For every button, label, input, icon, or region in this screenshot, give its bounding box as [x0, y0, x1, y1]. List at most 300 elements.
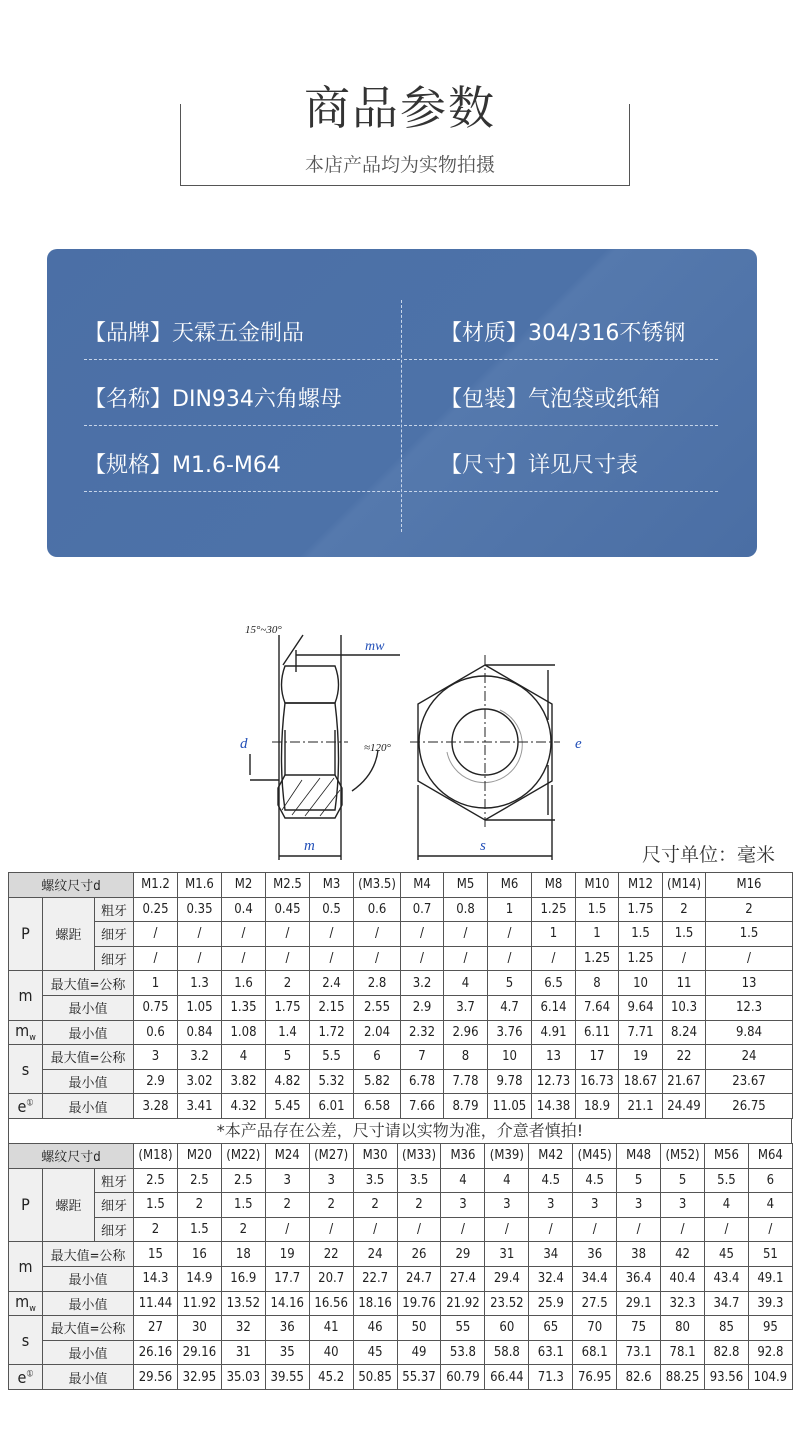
- value-cell: 4: [222, 1045, 266, 1070]
- table-row: [9, 873, 793, 898]
- value-cell: 50: [397, 1316, 441, 1341]
- value-cell: 13.52: [221, 1291, 265, 1316]
- value-cell: 10.3: [663, 995, 706, 1020]
- value-cell: 2.96: [444, 1020, 488, 1045]
- value-cell: 12.73: [532, 1069, 576, 1094]
- value-cell: 3: [134, 1045, 178, 1070]
- value-cell: 8: [576, 971, 619, 996]
- min-label: 最小值: [43, 1020, 134, 1045]
- value-cell: /: [488, 922, 532, 947]
- value-cell: 34.4: [573, 1266, 617, 1291]
- table-row: [9, 897, 793, 922]
- value-cell: /: [134, 922, 178, 947]
- value-cell: 2: [353, 1193, 397, 1218]
- value-cell: 66.44: [485, 1365, 529, 1390]
- value-cell: 39.3: [748, 1291, 792, 1316]
- value-cell: 24.7: [397, 1266, 441, 1291]
- value-cell: 1.3: [178, 971, 222, 996]
- min-label: 最小值: [43, 1069, 134, 1094]
- value-cell: 24: [706, 1045, 793, 1070]
- e-symbol: [9, 1365, 43, 1390]
- value-cell: 29.16: [177, 1340, 221, 1365]
- value-cell: 1.6: [222, 971, 266, 996]
- value-cell: 24: [353, 1242, 397, 1267]
- value-cell: 50.85: [353, 1365, 397, 1390]
- value-cell: 34: [529, 1242, 573, 1267]
- value-cell: 11.05: [488, 1094, 532, 1119]
- value-cell: /: [353, 1217, 397, 1242]
- table-row: [9, 1242, 793, 1267]
- fine-label: 细牙: [95, 1217, 134, 1242]
- value-cell: 4: [441, 1168, 485, 1193]
- value-cell: 1.5: [221, 1193, 265, 1218]
- value-cell: 5: [661, 1168, 705, 1193]
- value-cell: 14.3: [134, 1266, 178, 1291]
- value-cell: 2.04: [354, 1020, 401, 1045]
- value-cell: 73.1: [617, 1340, 661, 1365]
- spec-size-range: 【规格】M1.6-M64: [84, 448, 400, 492]
- coarse-label: 粗牙: [95, 897, 134, 922]
- value-cell: /: [441, 1217, 485, 1242]
- value-cell: 85: [705, 1316, 749, 1341]
- value-cell: 32.95: [177, 1365, 221, 1390]
- value-cell: 38: [617, 1242, 661, 1267]
- value-cell: 2: [706, 897, 793, 922]
- value-cell: 1: [134, 971, 178, 996]
- svg-text:15°~30°: 15°~30°: [245, 624, 282, 636]
- value-cell: 0.75: [134, 995, 178, 1020]
- value-cell: 2: [266, 971, 310, 996]
- value-cell: 5: [488, 971, 532, 996]
- s-symbol: s: [9, 1316, 43, 1365]
- svg-text:s: s: [480, 838, 486, 854]
- e-sup: ①: [26, 1369, 34, 1380]
- value-cell: 5.5: [705, 1168, 749, 1193]
- page-title: 商品参数: [292, 81, 508, 135]
- value-cell: 0.45: [266, 897, 310, 922]
- value-cell: /: [354, 922, 401, 947]
- value-cell: 8.79: [444, 1094, 488, 1119]
- value-cell: 2.9: [134, 1069, 178, 1094]
- mw-m: m: [15, 1292, 30, 1312]
- value-cell: 39.55: [265, 1365, 309, 1390]
- size-header: M24: [265, 1144, 309, 1169]
- value-cell: 19: [619, 1045, 663, 1070]
- value-cell: 3.02: [178, 1069, 222, 1094]
- value-cell: 32: [221, 1316, 265, 1341]
- value-cell: /: [222, 946, 266, 971]
- value-cell: 1.08: [222, 1020, 266, 1045]
- panel-divider: [401, 300, 402, 532]
- svg-text:d: d: [240, 736, 248, 752]
- table-row: [9, 1144, 793, 1169]
- value-cell: /: [748, 1217, 792, 1242]
- value-cell: 6.11: [576, 1020, 619, 1045]
- size-header: M16: [706, 873, 793, 898]
- value-cell: /: [529, 1217, 573, 1242]
- mw-symbol: [9, 1020, 43, 1045]
- value-cell: 68.1: [573, 1340, 617, 1365]
- value-cell: /: [266, 946, 310, 971]
- value-cell: 15: [134, 1242, 178, 1267]
- value-cell: 1: [576, 922, 619, 947]
- value-cell: /: [705, 1217, 749, 1242]
- value-cell: 0.84: [178, 1020, 222, 1045]
- value-cell: 3: [573, 1193, 617, 1218]
- thread-size-label: 螺纹尺寸d: [9, 873, 134, 898]
- size-header: (M52): [661, 1144, 705, 1169]
- value-cell: 14.16: [265, 1291, 309, 1316]
- value-cell: 4: [748, 1193, 792, 1218]
- value-cell: 0.5: [310, 897, 354, 922]
- value-cell: 65: [529, 1316, 573, 1341]
- size-header: M30: [353, 1144, 397, 1169]
- value-cell: 1.35: [222, 995, 266, 1020]
- value-cell: 16.56: [309, 1291, 353, 1316]
- spec-brand: 【品牌】天霖五金制品: [84, 316, 400, 360]
- value-cell: /: [178, 946, 222, 971]
- table-row: [9, 946, 793, 971]
- value-cell: 13: [532, 1045, 576, 1070]
- value-cell: /: [573, 1217, 617, 1242]
- size-header: (M45): [573, 1144, 617, 1169]
- size-header: M4: [401, 873, 444, 898]
- value-cell: 1.5: [576, 897, 619, 922]
- value-cell: 2: [309, 1193, 353, 1218]
- size-header: (M18): [134, 1144, 178, 1169]
- table-row: [9, 922, 793, 947]
- value-cell: 2: [177, 1193, 221, 1218]
- value-cell: /: [178, 922, 222, 947]
- value-cell: 23.67: [706, 1069, 793, 1094]
- value-cell: /: [444, 946, 488, 971]
- value-cell: /: [266, 922, 310, 947]
- value-cell: 4: [444, 971, 488, 996]
- value-cell: 40: [309, 1340, 353, 1365]
- e-sup: ①: [26, 1098, 34, 1109]
- value-cell: 3: [617, 1193, 661, 1218]
- value-cell: 6: [354, 1045, 401, 1070]
- value-cell: 4.91: [532, 1020, 576, 1045]
- value-cell: 1.4: [266, 1020, 310, 1045]
- value-cell: 2: [397, 1193, 441, 1218]
- value-cell: 1.25: [576, 946, 619, 971]
- value-cell: 30: [177, 1316, 221, 1341]
- value-cell: 12.3: [706, 995, 793, 1020]
- value-cell: /: [309, 1217, 353, 1242]
- value-cell: 0.4: [222, 897, 266, 922]
- value-cell: 45.2: [309, 1365, 353, 1390]
- table-row: [9, 1020, 793, 1045]
- value-cell: 1.5: [706, 922, 793, 947]
- size-header: M2.5: [266, 873, 310, 898]
- value-cell: 14.9: [177, 1266, 221, 1291]
- table-row: [9, 995, 793, 1020]
- value-cell: 1: [488, 897, 532, 922]
- table-row: [9, 1316, 793, 1341]
- value-cell: 3.2: [401, 971, 444, 996]
- value-cell: 4.82: [266, 1069, 310, 1094]
- value-cell: 4.5: [573, 1168, 617, 1193]
- svg-text:m: m: [304, 838, 315, 854]
- max-nominal-label: 最大值=公称: [43, 971, 134, 996]
- value-cell: 43.4: [705, 1266, 749, 1291]
- table-row: [9, 1094, 793, 1119]
- value-cell: 3: [661, 1193, 705, 1218]
- value-cell: 3: [441, 1193, 485, 1218]
- value-cell: 4.7: [488, 995, 532, 1020]
- min-label: 最小值: [43, 1094, 134, 1119]
- value-cell: 45: [353, 1340, 397, 1365]
- value-cell: 2: [265, 1193, 309, 1218]
- value-cell: 51: [748, 1242, 792, 1267]
- m-symbol: m: [9, 971, 43, 1020]
- value-cell: 27.4: [441, 1266, 485, 1291]
- value-cell: 5.82: [354, 1069, 401, 1094]
- value-cell: 78.1: [661, 1340, 705, 1365]
- max-nominal-label: 最大值=公称: [43, 1045, 134, 1070]
- value-cell: 3: [265, 1168, 309, 1193]
- value-cell: 55.37: [397, 1365, 441, 1390]
- value-cell: 3.41: [178, 1094, 222, 1119]
- e-symbol: [9, 1094, 43, 1119]
- spec-name: 【名称】DIN934六角螺母: [84, 382, 400, 426]
- value-cell: 35: [265, 1340, 309, 1365]
- value-cell: 29: [441, 1242, 485, 1267]
- value-cell: 1.75: [619, 897, 663, 922]
- value-cell: 46: [353, 1316, 397, 1341]
- size-header: (M22): [221, 1144, 265, 1169]
- value-cell: 36.4: [617, 1266, 661, 1291]
- value-cell: 18.16: [353, 1291, 397, 1316]
- value-cell: 17: [576, 1045, 619, 1070]
- size-header: (M39): [485, 1144, 529, 1169]
- value-cell: 17.7: [265, 1266, 309, 1291]
- value-cell: 45: [705, 1242, 749, 1267]
- size-table-2: [8, 1143, 793, 1390]
- value-cell: 14.38: [532, 1094, 576, 1119]
- svg-text:e: e: [575, 736, 582, 752]
- value-cell: 75: [617, 1316, 661, 1341]
- pitch-label: 螺距: [43, 1168, 95, 1242]
- value-cell: 3.2: [178, 1045, 222, 1070]
- value-cell: 4.32: [222, 1094, 266, 1119]
- value-cell: 1.5: [619, 922, 663, 947]
- min-label: 最小值: [43, 1291, 134, 1316]
- value-cell: 82.6: [617, 1365, 661, 1390]
- size-header: M8: [532, 873, 576, 898]
- value-cell: /: [265, 1217, 309, 1242]
- max-nominal-label: 最大值=公称: [43, 1242, 134, 1267]
- value-cell: 5.5: [310, 1045, 354, 1070]
- value-cell: 7.66: [401, 1094, 444, 1119]
- value-cell: 0.8: [444, 897, 488, 922]
- min-label: 最小值: [43, 995, 134, 1020]
- value-cell: 0.7: [401, 897, 444, 922]
- svg-text:≈120°: ≈120°: [364, 742, 391, 754]
- value-cell: /: [485, 1217, 529, 1242]
- value-cell: 58.8: [485, 1340, 529, 1365]
- value-cell: 22.7: [353, 1266, 397, 1291]
- hex-nut-drawing: [230, 610, 600, 870]
- size-header: (M33): [397, 1144, 441, 1169]
- size-header: M42: [529, 1144, 573, 1169]
- value-cell: 6.78: [401, 1069, 444, 1094]
- value-cell: 80: [661, 1316, 705, 1341]
- value-cell: 23.52: [485, 1291, 529, 1316]
- value-cell: 3.5: [397, 1168, 441, 1193]
- value-cell: 2.8: [354, 971, 401, 996]
- value-cell: 0.6: [134, 1020, 178, 1045]
- size-header: M6: [488, 873, 532, 898]
- value-cell: 5.32: [310, 1069, 354, 1094]
- value-cell: 49: [397, 1340, 441, 1365]
- fine-label: 细牙: [95, 1193, 134, 1218]
- value-cell: 31: [221, 1340, 265, 1365]
- value-cell: 71.3: [529, 1365, 573, 1390]
- value-cell: 1.05: [178, 995, 222, 1020]
- value-cell: 3.82: [222, 1069, 266, 1094]
- value-cell: 7: [401, 1045, 444, 1070]
- value-cell: 0.6: [354, 897, 401, 922]
- table-row: [9, 1340, 793, 1365]
- page-subtitle: 本店产品均为实物拍摄: [304, 154, 495, 176]
- table-row: [9, 1045, 793, 1070]
- mw-sub: w: [29, 1033, 36, 1044]
- spec-material: 【材质】304/316不锈钢: [404, 316, 718, 360]
- value-cell: 29.4: [485, 1266, 529, 1291]
- size-header: (M3.5): [354, 873, 401, 898]
- e-e: e: [17, 1096, 27, 1116]
- size-header: M20: [177, 1144, 221, 1169]
- value-cell: 7.71: [619, 1020, 663, 1045]
- value-cell: 22: [663, 1045, 706, 1070]
- value-cell: 29.1: [617, 1291, 661, 1316]
- value-cell: 22: [309, 1242, 353, 1267]
- value-cell: 49.1: [748, 1266, 792, 1291]
- size-header: M3: [310, 873, 354, 898]
- value-cell: 18.67: [619, 1069, 663, 1094]
- value-cell: /: [661, 1217, 705, 1242]
- size-header: M36: [441, 1144, 485, 1169]
- value-cell: 13: [706, 971, 793, 996]
- value-cell: 35.03: [221, 1365, 265, 1390]
- value-cell: 2.4: [310, 971, 354, 996]
- value-cell: 5: [266, 1045, 310, 1070]
- value-cell: /: [397, 1217, 441, 1242]
- value-cell: 1.5: [134, 1193, 178, 1218]
- min-label: 最小值: [43, 1266, 134, 1291]
- value-cell: 18: [221, 1242, 265, 1267]
- value-cell: 60.79: [441, 1365, 485, 1390]
- value-cell: 40.4: [661, 1266, 705, 1291]
- value-cell: /: [354, 946, 401, 971]
- value-cell: 36: [265, 1316, 309, 1341]
- value-cell: 6.58: [354, 1094, 401, 1119]
- value-cell: 24.49: [663, 1094, 706, 1119]
- value-cell: 6: [748, 1168, 792, 1193]
- value-cell: 29.56: [134, 1365, 178, 1390]
- value-cell: 70: [573, 1316, 617, 1341]
- size-header: M1.2: [134, 873, 178, 898]
- pitch-label: 螺距: [43, 897, 95, 971]
- value-cell: 1.5: [177, 1217, 221, 1242]
- size-header: M1.6: [178, 873, 222, 898]
- value-cell: 1.75: [266, 995, 310, 1020]
- value-cell: 27.5: [573, 1291, 617, 1316]
- value-cell: 21.1: [619, 1094, 663, 1119]
- value-cell: /: [444, 922, 488, 947]
- value-cell: 34.7: [705, 1291, 749, 1316]
- size-header: M2: [222, 873, 266, 898]
- value-cell: /: [310, 922, 354, 947]
- value-cell: 36: [573, 1242, 617, 1267]
- value-cell: 2.5: [134, 1168, 178, 1193]
- size-header: (M27): [309, 1144, 353, 1169]
- fine-label: 细牙: [95, 946, 134, 971]
- value-cell: 2.5: [221, 1168, 265, 1193]
- spec-dimensions: 【尺寸】详见尺寸表: [404, 448, 718, 492]
- value-cell: 2.55: [354, 995, 401, 1020]
- pitch-symbol: P: [9, 897, 43, 971]
- value-cell: 1.5: [663, 922, 706, 947]
- value-cell: 1.25: [532, 897, 576, 922]
- value-cell: 3: [529, 1193, 573, 1218]
- value-cell: 19.76: [397, 1291, 441, 1316]
- value-cell: /: [532, 946, 576, 971]
- value-cell: 7.78: [444, 1069, 488, 1094]
- value-cell: 2.32: [401, 1020, 444, 1045]
- value-cell: 6.01: [310, 1094, 354, 1119]
- value-cell: 10: [488, 1045, 532, 1070]
- value-cell: 42: [661, 1242, 705, 1267]
- value-cell: 32.3: [661, 1291, 705, 1316]
- table-row: [9, 1217, 793, 1242]
- table-row: [9, 1365, 793, 1390]
- value-cell: 4: [705, 1193, 749, 1218]
- pitch-symbol: P: [9, 1168, 43, 1242]
- value-cell: 5.45: [266, 1094, 310, 1119]
- value-cell: 11.44: [134, 1291, 178, 1316]
- value-cell: 55: [441, 1316, 485, 1341]
- value-cell: 21.92: [441, 1291, 485, 1316]
- value-cell: 20.7: [309, 1266, 353, 1291]
- min-label: 最小值: [43, 1340, 134, 1365]
- value-cell: 41: [309, 1316, 353, 1341]
- svg-text:mw: mw: [365, 639, 385, 654]
- value-cell: /: [706, 946, 793, 971]
- table-row: [9, 1266, 793, 1291]
- value-cell: 2.15: [310, 995, 354, 1020]
- value-cell: 21.67: [663, 1069, 706, 1094]
- value-cell: 104.9: [748, 1365, 792, 1390]
- m-symbol: m: [9, 1242, 43, 1291]
- value-cell: 53.8: [441, 1340, 485, 1365]
- value-cell: 3: [309, 1168, 353, 1193]
- value-cell: 2.5: [177, 1168, 221, 1193]
- size-header: M48: [617, 1144, 661, 1169]
- value-cell: 18.9: [576, 1094, 619, 1119]
- value-cell: 82.8: [705, 1340, 749, 1365]
- value-cell: 92.8: [748, 1340, 792, 1365]
- size-header: M64: [748, 1144, 792, 1169]
- value-cell: 11: [663, 971, 706, 996]
- value-cell: 16.73: [576, 1069, 619, 1094]
- value-cell: 2: [663, 897, 706, 922]
- value-cell: /: [488, 946, 532, 971]
- value-cell: 63.1: [529, 1340, 573, 1365]
- value-cell: 76.95: [573, 1365, 617, 1390]
